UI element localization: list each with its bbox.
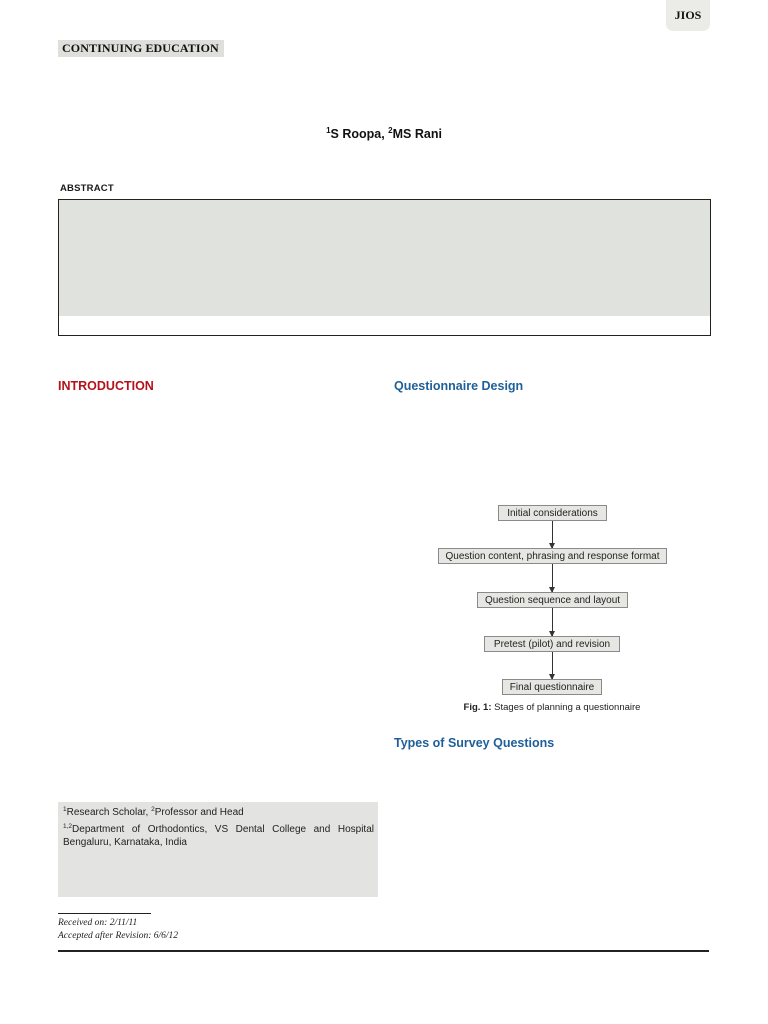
- author-line: [0, 126, 768, 141]
- author-1-name: S Roopa: [330, 127, 382, 141]
- affiliation-institution-text: Department of Orthodontics, VS Dental College and Hospital Bengaluru, Karnataka, India: [63, 824, 374, 848]
- flow-stage-3: Question sequence and layout: [477, 592, 628, 608]
- journal-tab: JIOS: [666, 0, 710, 31]
- flow-arrow-1: [552, 521, 553, 548]
- footnote-rule: [58, 913, 151, 914]
- figure-caption: [394, 702, 710, 713]
- questionnaire-flowchart: [436, 503, 668, 698]
- flow-arrow-2: [552, 564, 553, 592]
- author-separator: ,: [381, 127, 389, 141]
- flow-arrow-4: [552, 652, 553, 679]
- received-date: Received on: 2/11/11: [58, 918, 138, 928]
- affiliation-institution: [63, 820, 374, 849]
- types-of-survey-questions-heading: Types of Survey Questions: [394, 736, 555, 750]
- author-2-name: MS Rani: [392, 127, 442, 141]
- abstract-body: [59, 200, 710, 316]
- author-1-sup: 1: [326, 126, 331, 135]
- accepted-date: Accepted after Revision: 6/6/12: [58, 931, 179, 941]
- flow-stage-4: Pretest (pilot) and revision: [484, 636, 620, 652]
- affiliation-role-2: Professor and Head: [154, 807, 244, 818]
- flow-stage-1: Initial considerations: [498, 505, 607, 521]
- flow-stage-2: Question content, phrasing and response format: [438, 548, 667, 564]
- introduction-heading: INTRODUCTION: [58, 379, 154, 393]
- affiliation-sup-12: 1,2: [63, 823, 73, 830]
- page-bottom-rule: [58, 950, 709, 952]
- abstract-label: ABSTRACT: [60, 183, 114, 194]
- affiliation-sup-2: 2: [151, 806, 155, 813]
- flow-stage-5: Final questionnaire: [502, 679, 602, 695]
- flow-arrow-3: [552, 608, 553, 636]
- affiliation-roles: [63, 806, 244, 818]
- figure-label: Fig. 1:: [463, 702, 492, 713]
- affiliation-role-1: Research Scholar,: [66, 807, 152, 818]
- section-label: CONTINUING EDUCATION: [58, 40, 224, 57]
- questionnaire-design-heading: Questionnaire Design: [394, 379, 524, 393]
- affiliation-sup-1: 1: [63, 806, 67, 813]
- author-2-sup: 2: [388, 126, 393, 135]
- figure-caption-text: Stages of planning a questionnaire: [491, 702, 641, 713]
